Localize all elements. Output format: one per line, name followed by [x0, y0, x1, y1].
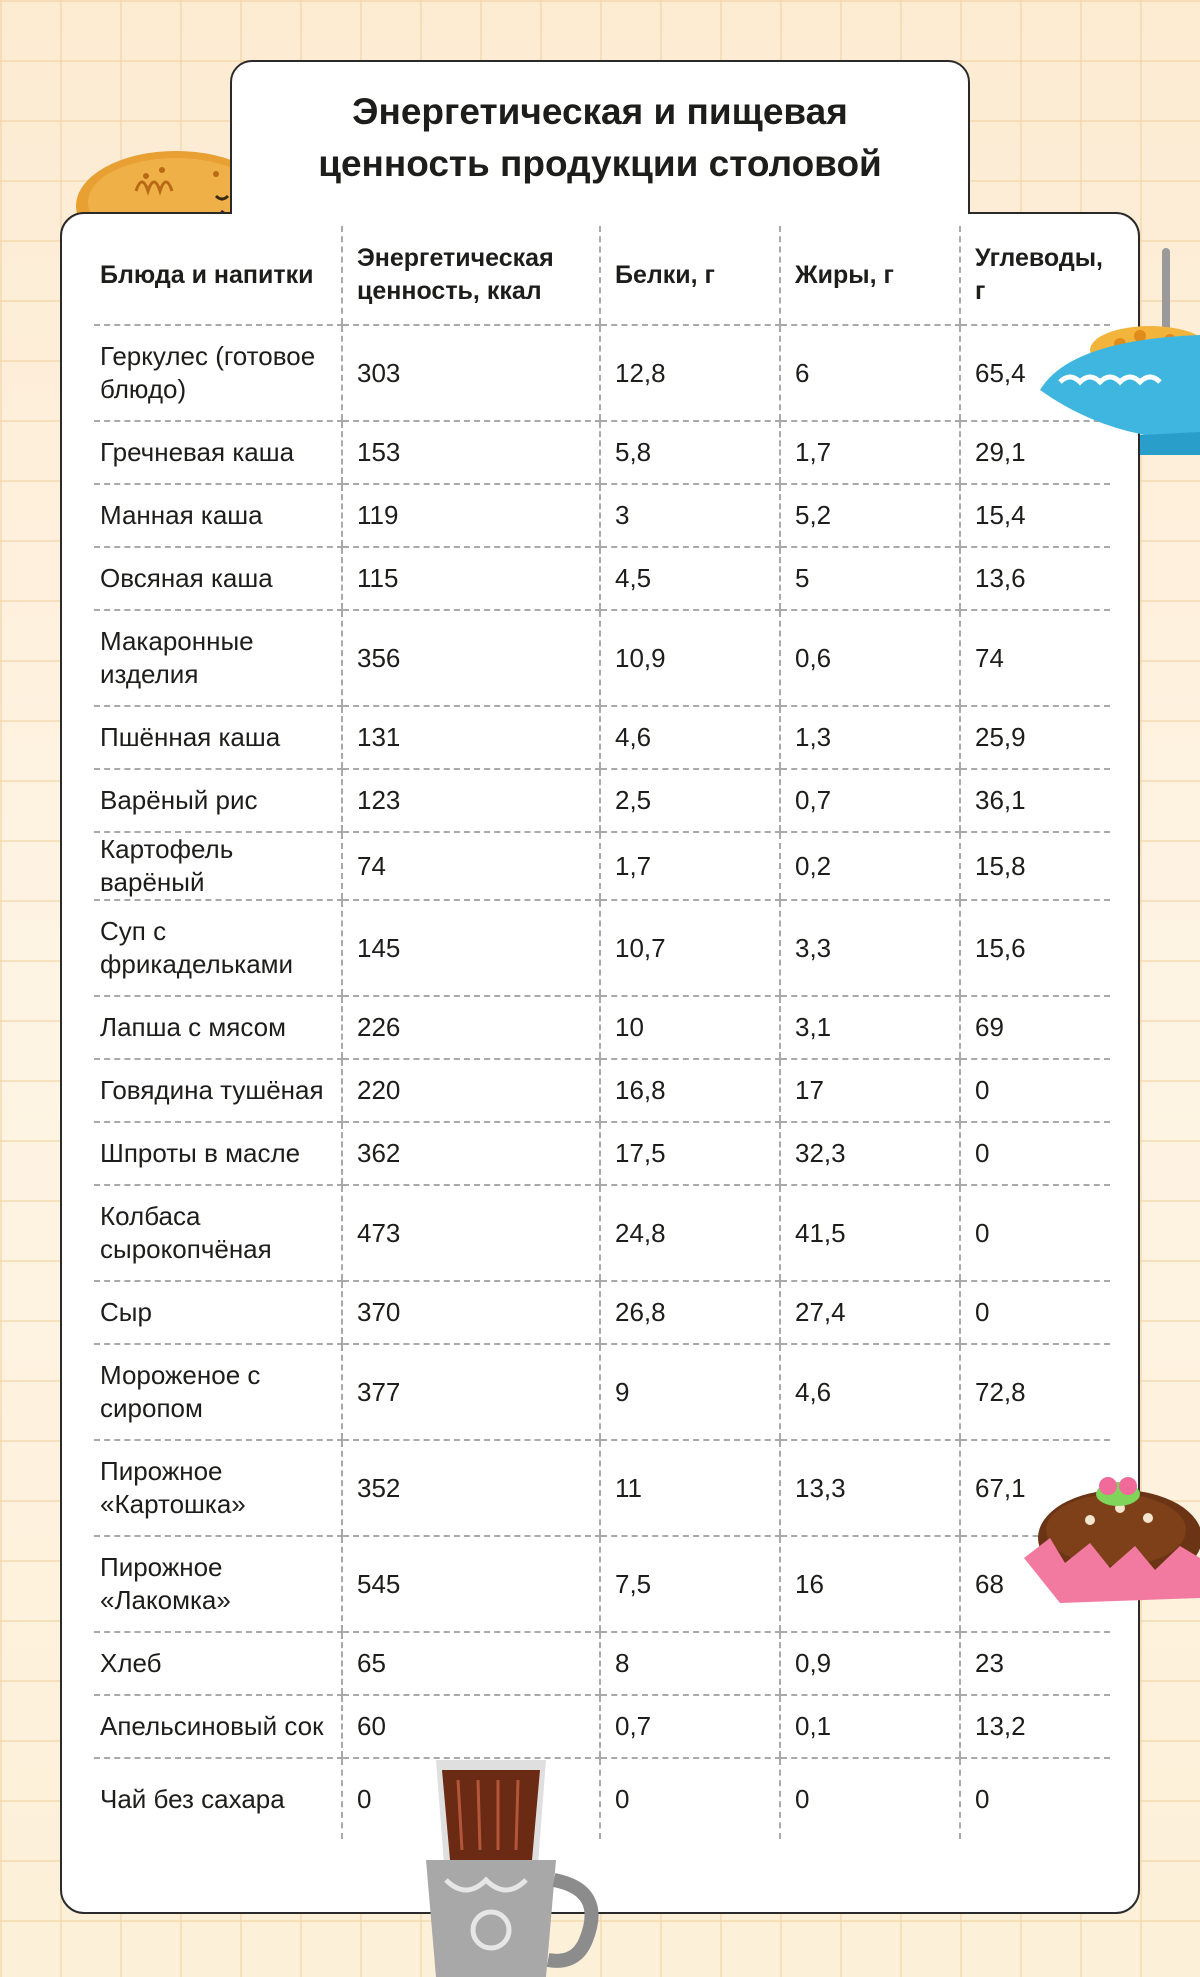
table-row — [94, 1440, 1110, 1536]
cell-energy: 220 — [342, 1059, 600, 1122]
cell-dish: Пшённая каша — [94, 706, 342, 769]
table-row — [94, 484, 1110, 547]
header-energy: Энергетическая ценность, ккал — [342, 226, 600, 325]
header-carbs: Углеводы, г — [960, 226, 1110, 325]
cell-protein: 1,7 — [600, 832, 780, 900]
cell-energy: 226 — [342, 996, 600, 1059]
cell-energy: 131 — [342, 706, 600, 769]
cell-carbs: 65,4 — [960, 325, 1110, 421]
cell-dish: Суп с фрикадельками — [94, 900, 342, 996]
title-tab-joint — [232, 208, 968, 218]
cell-dish: Сыр — [94, 1281, 342, 1344]
cell-protein: 24,8 — [600, 1185, 780, 1281]
cell-protein: 10,7 — [600, 900, 780, 996]
header-protein: Белки, г — [600, 226, 780, 325]
table-row — [94, 1122, 1110, 1185]
cell-carbs: 13,2 — [960, 1695, 1110, 1758]
cell-protein: 10,9 — [600, 610, 780, 706]
cell-carbs: 0 — [960, 1122, 1110, 1185]
cell-energy: 65 — [342, 1632, 600, 1695]
cell-fat: 5,2 — [780, 484, 960, 547]
cell-dish: Манная каша — [94, 484, 342, 547]
cell-fat: 3,1 — [780, 996, 960, 1059]
cell-fat: 0,1 — [780, 1695, 960, 1758]
cell-protein: 8 — [600, 1632, 780, 1695]
cell-dish: Картофель варёный — [94, 832, 342, 900]
table-row — [94, 325, 1110, 421]
header-dish: Блюда и напитки — [94, 226, 342, 325]
cell-fat: 32,3 — [780, 1122, 960, 1185]
cell-energy: 356 — [342, 610, 600, 706]
nutrition-table — [94, 226, 1110, 1839]
cell-fat: 0,9 — [780, 1632, 960, 1695]
cell-carbs: 0 — [960, 1281, 1110, 1344]
table-row — [94, 421, 1110, 484]
cell-protein: 11 — [600, 1440, 780, 1536]
cell-fat: 0,6 — [780, 610, 960, 706]
cell-carbs: 13,6 — [960, 547, 1110, 610]
cell-energy: 60 — [342, 1695, 600, 1758]
cell-energy: 352 — [342, 1440, 600, 1536]
cell-fat: 0,2 — [780, 832, 960, 900]
cell-fat: 0,7 — [780, 769, 960, 832]
cell-dish: Говядина тушёная — [94, 1059, 342, 1122]
table-row — [94, 1536, 1110, 1632]
cell-energy: 145 — [342, 900, 600, 996]
cell-protein: 2,5 — [600, 769, 780, 832]
cell-energy: 0 — [342, 1758, 600, 1839]
cell-dish: Колбаса сырокопчёная — [94, 1185, 342, 1281]
porridge-bowl-icon — [1030, 240, 1200, 480]
cell-protein: 9 — [600, 1344, 780, 1440]
cell-energy: 119 — [342, 484, 600, 547]
cell-fat: 4,6 — [780, 1344, 960, 1440]
cell-protein: 26,8 — [600, 1281, 780, 1344]
cell-carbs: 0 — [960, 1059, 1110, 1122]
cell-carbs: 15,8 — [960, 832, 1110, 900]
cell-carbs: 74 — [960, 610, 1110, 706]
cell-protein: 5,8 — [600, 421, 780, 484]
cell-dish: Лапша с мясом — [94, 996, 342, 1059]
table-row — [94, 1185, 1110, 1281]
table-row — [94, 1344, 1110, 1440]
cell-fat: 6 — [780, 325, 960, 421]
cell-fat: 13,3 — [780, 1440, 960, 1536]
cell-dish: Хлеб — [94, 1632, 342, 1695]
cell-energy: 473 — [342, 1185, 600, 1281]
cell-carbs: 68 — [960, 1536, 1110, 1632]
cell-dish: Мороженое с сиропом — [94, 1344, 342, 1440]
tea-glass-icon — [376, 1740, 616, 1977]
cell-carbs: 67,1 — [960, 1440, 1110, 1536]
cell-carbs: 72,8 — [960, 1344, 1110, 1440]
page-title: Энергетическая и пищевая ценность продукции столовой — [318, 91, 882, 184]
cell-carbs: 0 — [960, 1758, 1110, 1839]
cell-carbs: 23 — [960, 1632, 1110, 1695]
cell-carbs: 0 — [960, 1185, 1110, 1281]
cell-energy: 362 — [342, 1122, 600, 1185]
cell-energy: 545 — [342, 1536, 600, 1632]
cell-protein: 4,6 — [600, 706, 780, 769]
cell-dish: Апельсиновый сок — [94, 1695, 342, 1758]
table-row — [94, 610, 1110, 706]
cell-carbs: 15,6 — [960, 900, 1110, 996]
cell-dish: Овсяная каша — [94, 547, 342, 610]
cell-dish: Чай без сахара — [100, 1783, 285, 1814]
table-header-row — [94, 226, 1110, 325]
cell-fat: 5 — [780, 547, 960, 610]
cell-fat: 1,3 — [780, 706, 960, 769]
cell-energy: 370 — [342, 1281, 600, 1344]
cell-carbs: 15,4 — [960, 484, 1110, 547]
cell-energy: 74 — [342, 832, 600, 900]
cell-energy: 377 — [342, 1344, 600, 1440]
cell-dish: Гречневая каша — [94, 421, 342, 484]
nutrition-card — [60, 212, 1140, 1914]
header-fat: Жиры, г — [780, 226, 960, 325]
cell-carbs: 69 — [960, 996, 1110, 1059]
cell-fat: 16 — [780, 1536, 960, 1632]
table-row — [94, 996, 1110, 1059]
cell-carbs: 36,1 — [960, 769, 1110, 832]
cell-fat: 17 — [780, 1059, 960, 1122]
cell-fat: 1,7 — [780, 421, 960, 484]
cell-dish: Геркулес (готовое блюдо) — [94, 325, 342, 421]
cell-protein: 4,5 — [600, 547, 780, 610]
cell-dish: Варёный рис — [94, 769, 342, 832]
cell-protein: 3 — [600, 484, 780, 547]
cell-energy: 153 — [342, 421, 600, 484]
table-row — [94, 547, 1110, 610]
cell-carbs: 25,9 — [960, 706, 1110, 769]
cell-dish: Пирожное «Картошка» — [94, 1440, 342, 1536]
table-row — [94, 1281, 1110, 1344]
cell-protein: 17,5 — [600, 1122, 780, 1185]
table-row — [94, 1632, 1110, 1695]
cell-dish: Макаронные изделия — [94, 610, 342, 706]
cell-protein: 0 — [600, 1758, 780, 1839]
table-row — [94, 1059, 1110, 1122]
cell-protein: 16,8 — [600, 1059, 780, 1122]
cell-protein: 10 — [600, 996, 780, 1059]
cell-dish: Шпроты в масле — [94, 1122, 342, 1185]
cell-dish: Пирожное «Лакомка» — [94, 1536, 342, 1632]
cell-fat: 41,5 — [780, 1185, 960, 1281]
cell-protein: 0,7 — [600, 1695, 780, 1758]
table-row — [94, 769, 1110, 832]
cell-energy: 303 — [342, 325, 600, 421]
cell-protein: 12,8 — [600, 325, 780, 421]
cell-fat: 27,4 — [780, 1281, 960, 1344]
cake-icon — [1020, 1438, 1200, 1608]
cell-fat: 3,3 — [780, 900, 960, 996]
cell-carbs: 29,1 — [960, 421, 1110, 484]
cell-protein: 7,5 — [600, 1536, 780, 1632]
table-row — [94, 832, 1110, 900]
table-row — [94, 706, 1110, 769]
cell-energy: 123 — [342, 769, 600, 832]
cell-fat: 0 — [780, 1758, 960, 1839]
cell-energy: 115 — [342, 547, 600, 610]
table-row — [94, 900, 1110, 996]
